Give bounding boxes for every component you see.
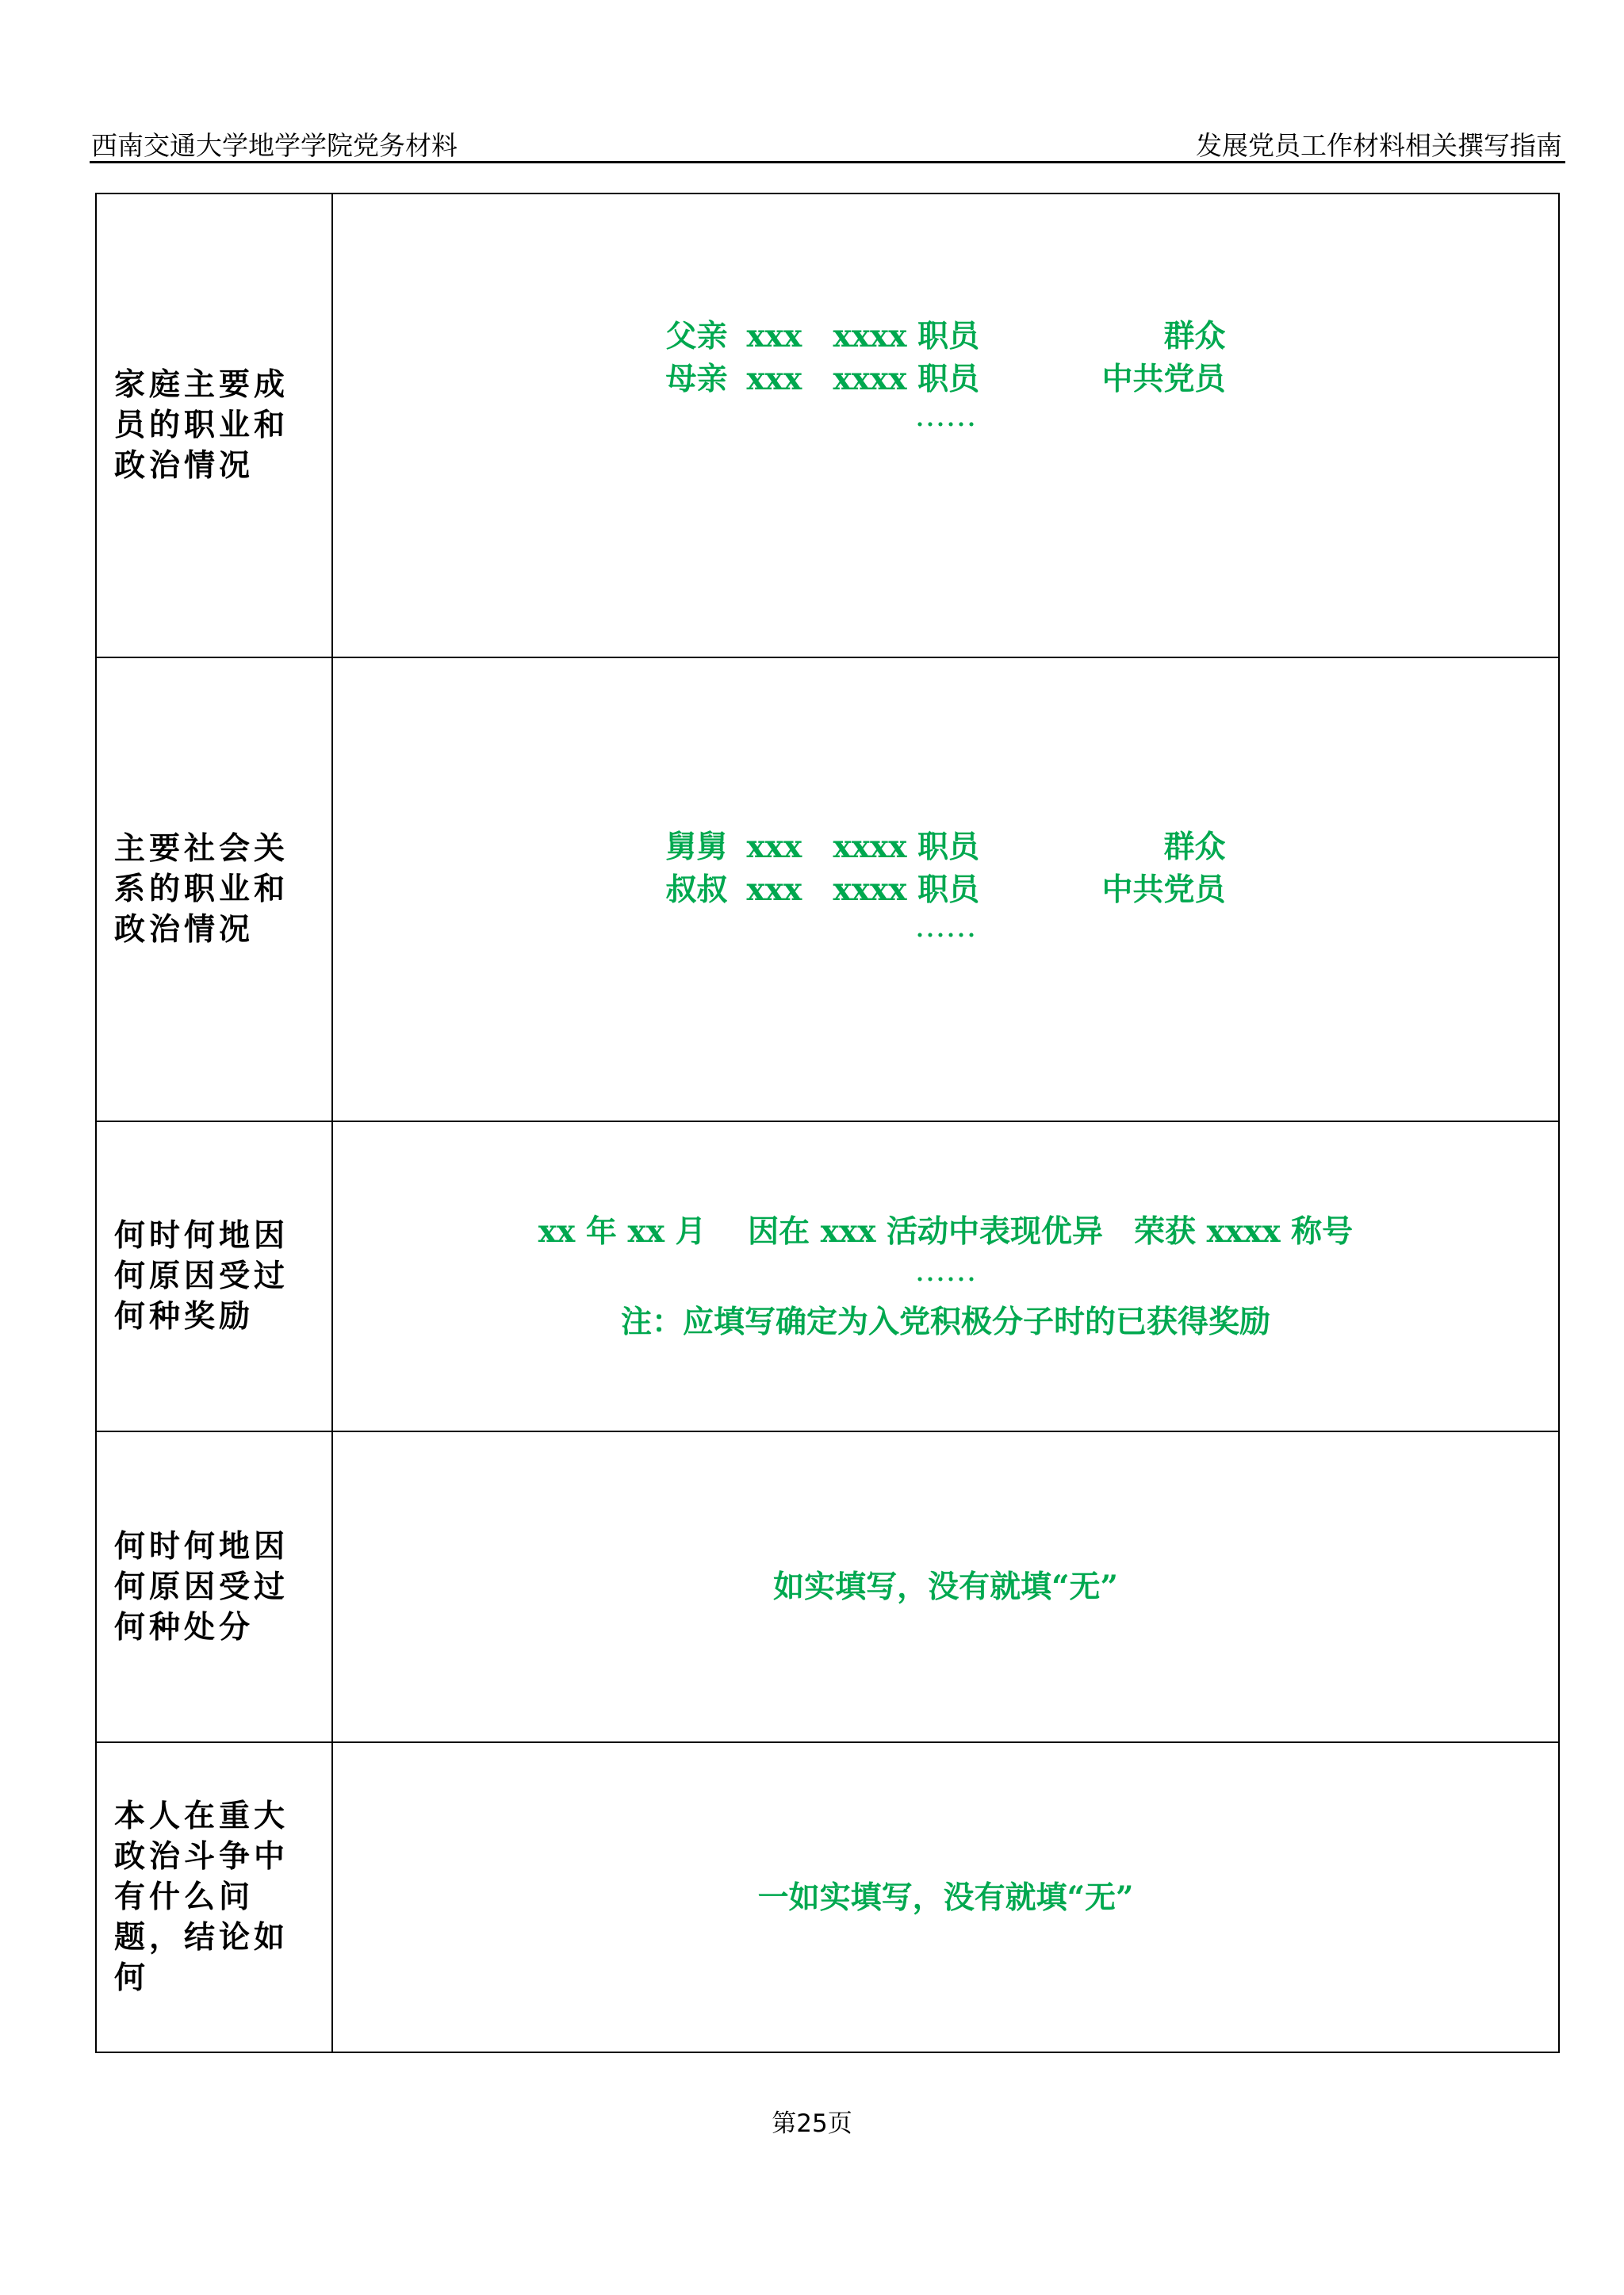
member-name: xxx xyxy=(746,828,802,865)
member-relation: 父亲 xyxy=(665,317,728,354)
family-member-row xyxy=(666,315,1226,358)
political-label: 本人在重大政治斗争中有什么问题，结论如何 xyxy=(114,1798,289,1996)
social-member-list xyxy=(666,826,1226,954)
member-job: xxxx 职员 xyxy=(833,828,980,865)
social-member-row xyxy=(666,826,1226,868)
social-content-cell xyxy=(332,657,1559,1121)
family-ellipsis: …… xyxy=(914,397,977,434)
header-rule xyxy=(90,161,1565,163)
family-member-row xyxy=(666,358,1226,400)
social-member-row xyxy=(666,868,1226,911)
awards-content-cell xyxy=(332,1121,1559,1431)
table-row-family xyxy=(96,193,1559,657)
member-job: xxxx 职员 xyxy=(833,360,980,397)
table-row-punishment xyxy=(96,1431,1559,1742)
social-ellipsis: …… xyxy=(914,908,977,944)
info-form-table xyxy=(95,193,1560,2053)
member-political-status: 中共党员 xyxy=(1101,871,1226,908)
social-label: 主要社会关系的职业和政治情况 xyxy=(114,830,289,948)
political-label-cell xyxy=(96,1742,332,2052)
award-note: 注：应填写确定为入党积极分子时的已获得奖励 xyxy=(620,1303,1270,1340)
awards-label: 何时何地因何原因受过何种奖励 xyxy=(114,1217,289,1335)
awards-ellipsis: …… xyxy=(914,1252,977,1289)
political-content-cell xyxy=(332,1742,1559,2052)
member-name: xxx xyxy=(746,317,802,354)
table-row-awards xyxy=(96,1121,1559,1431)
punishment-content: 如实填写，没有就填“无” xyxy=(773,1569,1118,1605)
table-row-political xyxy=(96,1742,1559,2052)
member-relation: 叔叔 xyxy=(665,871,728,908)
social-label-cell xyxy=(96,657,332,1121)
family-label: 家庭主要成员的职业和政治情况 xyxy=(114,366,289,484)
member-political-status: 中共党员 xyxy=(1101,360,1226,397)
member-political-status: 群众 xyxy=(1163,317,1226,354)
family-member-list xyxy=(666,315,1226,443)
member-name: xxx xyxy=(746,360,802,397)
family-label-cell xyxy=(96,193,332,657)
family-content-cell xyxy=(332,193,1559,657)
page-number: 第25页 xyxy=(772,2109,852,2138)
table-row-social xyxy=(96,657,1559,1121)
member-name: xxx xyxy=(746,871,802,908)
member-job: xxxx 职员 xyxy=(833,871,980,908)
award-example: xx 年 xx 月 因在 xxx 活动中表现优异 荣获 xxxx 称号 xyxy=(538,1213,1354,1250)
member-relation: 母亲 xyxy=(665,360,728,397)
member-job: xxxx 职员 xyxy=(833,317,980,354)
awards-label-cell xyxy=(96,1121,332,1431)
header-right-title: 发展党员工作材料相关撰写指南 xyxy=(1196,130,1562,161)
member-political-status: 群众 xyxy=(1163,828,1226,865)
political-content: 一如实填写，没有就填“无” xyxy=(757,1879,1134,1916)
page-header xyxy=(91,119,1562,163)
punishment-content-cell xyxy=(332,1431,1559,1742)
punishment-label-cell xyxy=(96,1431,332,1742)
punishment-label: 何时何地因何原因受过何种处分 xyxy=(114,1527,289,1646)
header-left-title: 西南交通大学地学学院党务材料 xyxy=(91,130,458,161)
member-relation: 舅舅 xyxy=(665,828,728,865)
